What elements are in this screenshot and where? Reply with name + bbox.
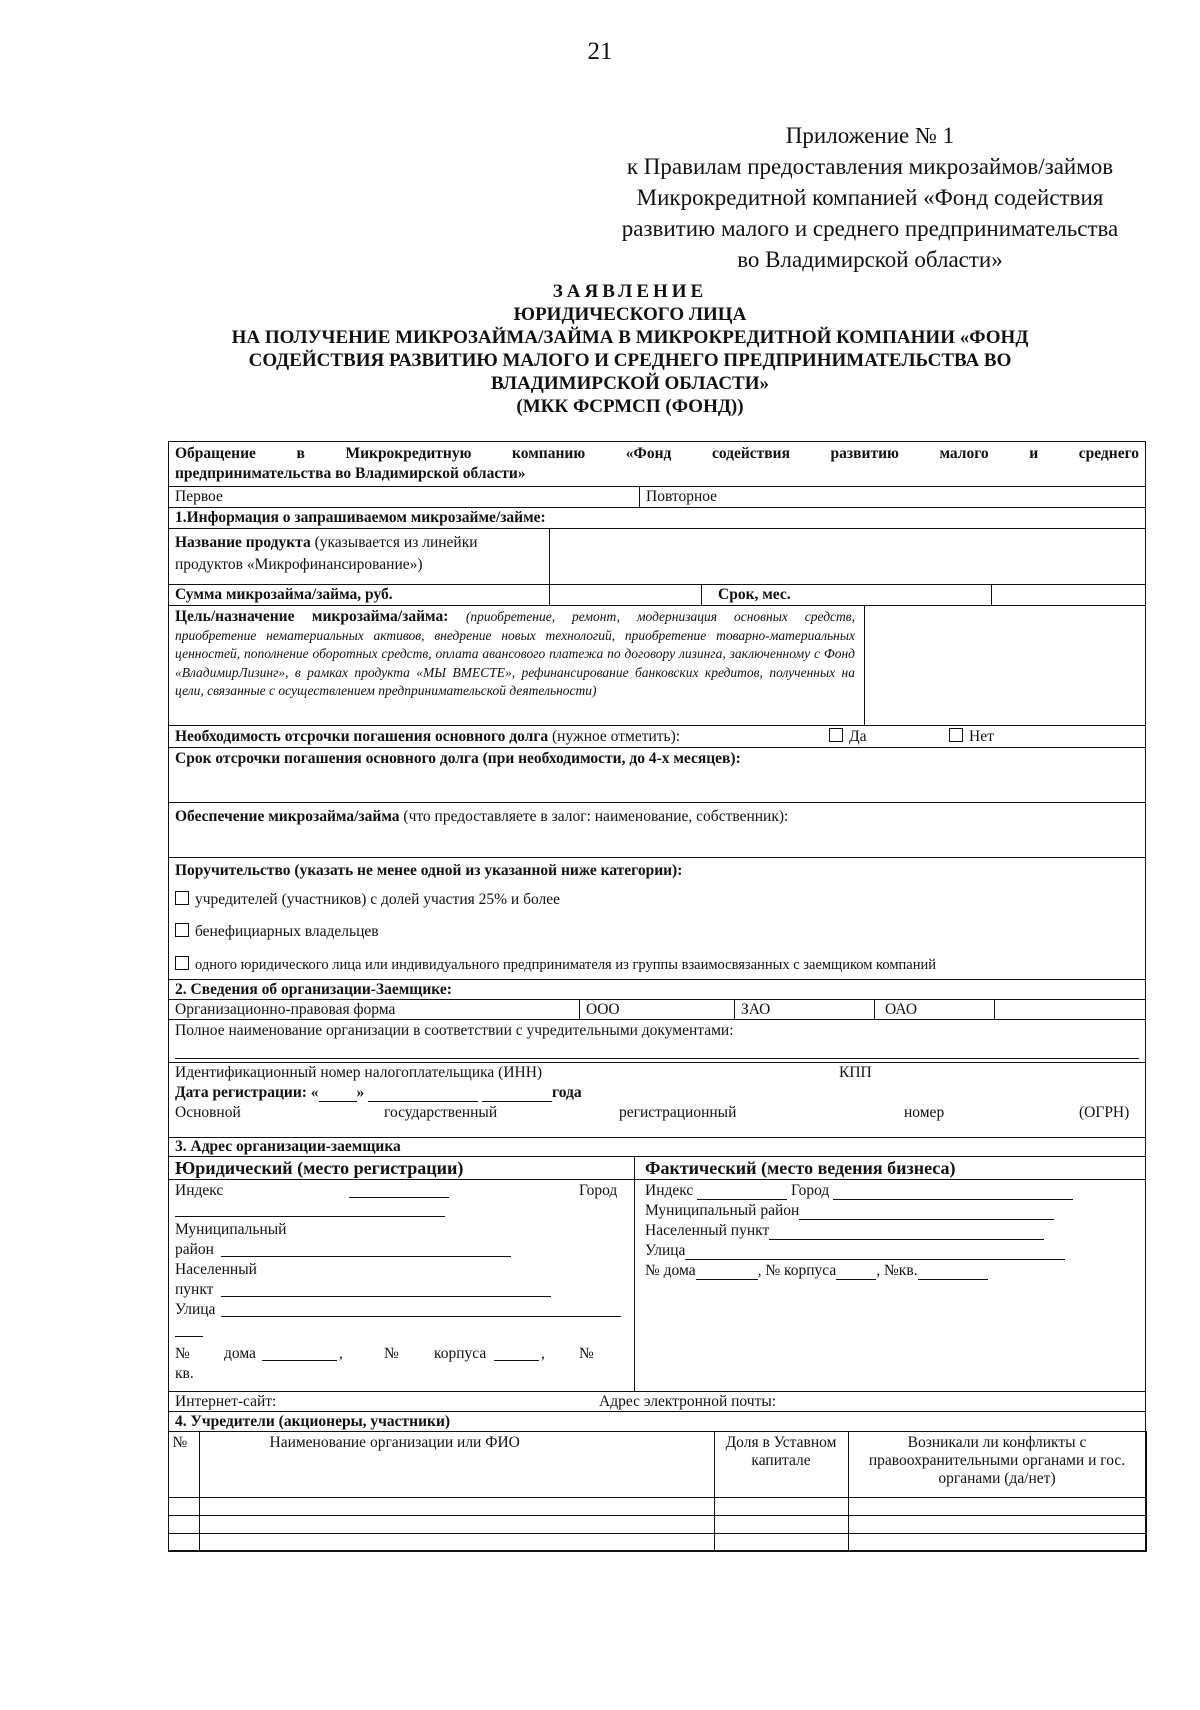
founders-table-wrap [169,1431,1145,1552]
sum-term-row [169,585,1145,606]
legal-municipal-label: Муниципальный [175,1221,287,1238]
actual-index-input[interactable] [697,1184,787,1200]
term-input[interactable] [991,585,1145,605]
appendix-line: Микрокредитной компанией «Фонд содействия [636,185,1104,210]
legal-index-label: Индекс [175,1182,224,1199]
legal-city-input[interactable] [175,1201,445,1217]
title-line: ЗАЯВЛЕНИЕ [552,281,708,302]
cell[interactable] [714,1533,848,1551]
legal-form-ooo[interactable] [579,1000,734,1019]
addresses-row [169,1157,1145,1392]
legal-form-oao[interactable] [874,1000,994,1019]
appeal-line-2: предпринимательства во Владимирской области» [175,465,526,482]
divider [635,1179,1145,1180]
legal-municipal-label-2: район [175,1241,214,1258]
full-name-row[interactable] [169,1020,1145,1063]
checkbox-icon[interactable] [175,923,189,937]
col-name-header: Наименование организации или ФИО [199,1431,714,1497]
website-label[interactable]: Интернет-сайт: [175,1393,277,1410]
deferral-yes[interactable] [829,728,866,746]
email-label[interactable]: Адрес электронной почты: [599,1393,777,1410]
actual-apt-input[interactable] [918,1264,988,1280]
application-form [168,441,1146,1551]
legal-settlement-input[interactable] [221,1281,551,1297]
actual-building-label: , № корпуса [757,1262,837,1279]
product-name-row [169,529,1145,585]
founders-table [168,1431,1147,1552]
section-3-title: 3. Адрес организации-заемщика [175,1138,401,1155]
actual-municipal-label: Муниципальный район [645,1202,800,1219]
guarantee-option-beneficiaries[interactable] [175,923,379,941]
appeal-row [169,442,1145,487]
page-number: 21 [587,38,613,65]
actual-address-block [634,1157,1145,1391]
legal-index-input[interactable] [349,1182,449,1198]
guarantee-option-group[interactable] [175,956,936,974]
checkbox-icon[interactable] [829,728,843,742]
product-name-label-2: продуктов «Микрофинансирование») [175,556,423,573]
sum-label: Сумма микрозайма/займа, руб. [175,586,393,603]
deferral-term-row[interactable] [169,748,1145,803]
product-name-label-rest: (указывается из линейки [310,534,478,551]
legal-house-label: дома [224,1345,256,1362]
legal-street-input[interactable] [221,1301,621,1317]
full-name-label: Полное наименование организации в соответствии с учредительными документами: [175,1022,734,1039]
actual-house-label: № дома [645,1262,696,1279]
kpp-label: КПП [839,1064,872,1081]
collateral-label [175,808,788,826]
cell[interactable] [848,1515,1146,1533]
title-line: СОДЕЙСТВИЯ РАЗВИТИЮ МАЛОГО И СРЕДНЕГО ПРЕДПРИНИМАТЕЛЬСТВА ВО [248,350,1012,371]
table-row[interactable] [168,1533,1146,1551]
table-row[interactable] [168,1515,1146,1533]
product-name-input[interactable] [549,529,1145,584]
purpose-description: (приобретение, ремонт, модернизация основных средств, приобретение нематериальных активов, внедрение новых технологий, приобретение товарно-материальных ценностей, пополнение оборотных средств, оплата авансового платежа по договору лизинга, заключенному с Фонд «ВладимирЛизинг», в рамках продукта «МЫ ВМЕСТЕ», рефинансирование банковских кредитов, полученных на цели, связанные с осуществлением предпринимательской деятельности) [175,609,856,698]
registration-row [169,1083,1145,1138]
actual-city-input[interactable] [833,1184,1073,1200]
registration-date[interactable] [175,1084,582,1102]
actual-settlement-input[interactable] [769,1224,1044,1240]
legal-settlement-label-2: пункт [175,1281,214,1298]
section-3-heading [169,1138,1145,1157]
title-line: ЮРИДИЧЕСКОГО ЛИЦА [513,304,747,325]
actual-street-row [645,1242,1065,1260]
guarantee-row [169,858,1145,980]
col-conflict-header: Возникали ли конфликты с правоохранительными органами и гос. органами (да/нет) [848,1431,1146,1497]
section-4-title: 4. Учредители (акционеры, участники) [175,1413,451,1430]
cell[interactable] [199,1515,714,1533]
sum-input[interactable] [549,585,701,605]
contacts-row [169,1392,1145,1412]
reg-month-input[interactable] [368,1086,478,1102]
deferral-row [169,726,1145,748]
legal-num-sign: № [175,1345,190,1362]
col-share-header: Доля в Уставном капитале [714,1431,848,1497]
actual-street-input[interactable] [685,1244,1065,1260]
guarantee-option-founders[interactable] [175,891,560,909]
table-row[interactable] [168,1497,1146,1515]
reg-date-label: Дата регистрации: « [175,1084,319,1101]
ogrn-word: Основной [175,1104,241,1121]
reg-day-input[interactable] [319,1086,357,1102]
legal-address-title: Юридический (место регистрации) [175,1158,464,1178]
section-1-title: 1.Информация о запрашиваемом микрозайме/займе: [175,509,546,526]
deferral-no[interactable] [949,728,994,746]
reg-date-year: года [552,1084,582,1101]
section-4-heading [169,1412,1145,1432]
deferral-label [175,728,680,746]
document-title [190,280,1070,418]
legal-num-sign: № [579,1345,594,1362]
legal-city-label: Город [579,1182,618,1199]
actual-settlement-row [645,1222,1044,1240]
cell[interactable] [848,1497,1146,1515]
deferral-yes-label: Да [849,728,867,745]
first-appeal-option[interactable]: Первое [175,488,223,505]
zao-label: ЗАО [741,1001,771,1018]
guarantee-option-label: бенефициарных владельцев [195,923,379,940]
legal-apt-label: кв. [175,1365,194,1382]
deferral-term-label: Срок отсрочки погашения основного долга (при необходимости, до 4-х месяцев): [175,750,741,767]
ooo-label: ООО [586,1001,620,1018]
checkbox-icon[interactable] [175,891,189,905]
cell[interactable] [199,1533,714,1551]
checkbox-icon[interactable] [175,956,189,970]
purpose-input[interactable] [864,606,1145,725]
deferral-label-rest: (нужное отметить): [548,728,681,745]
legal-form-label: Организационно-правовая форма [175,1001,396,1018]
purpose-text [175,608,855,701]
col-num-header: № [168,1431,199,1497]
cell[interactable] [168,1533,199,1551]
term-label: Срок, мес. [718,586,791,603]
founders-header-row [168,1431,1146,1497]
product-name-label-bold: Название продукта [175,534,311,551]
product-name-label [175,534,478,552]
deferral-label-bold: Необходимость отсрочки погашения основного долга [175,728,549,745]
guarantee-option-label: учредителей (участников) с долей участия 25% и более [195,891,560,908]
legal-address-block [169,1157,634,1391]
repeat-appeal-option: Повторное [646,488,718,505]
legal-street-label: Улица [175,1301,216,1318]
section-1-heading [169,508,1145,529]
actual-house-input[interactable] [696,1264,758,1280]
section-2-heading [169,980,1145,1000]
guarantee-option-label: одного юридического лица или индивидуального предпринимателя из группы взаимосвязанных с заемщиком компаний [195,957,936,973]
appendix-line: Приложение № 1 [785,123,955,148]
comma: , [541,1345,545,1362]
appeal-type-row [169,487,1145,508]
legal-municipal-input[interactable] [221,1241,511,1257]
divider [169,1179,634,1180]
ogrn-word: (ОГРН) [1079,1104,1130,1121]
legal-settlement-label: Населенный [175,1261,257,1278]
cell[interactable] [168,1497,199,1515]
inn-label: Идентификационный номер налогоплательщика (ИНН) [175,1064,543,1081]
legal-house-input[interactable] [262,1345,337,1361]
legal-street-input-2[interactable] [175,1321,203,1337]
actual-street-label: Улица [645,1242,686,1259]
actual-municipal-input[interactable] [799,1204,1054,1220]
deferral-no-label: Нет [969,728,994,745]
cell[interactable] [714,1497,848,1515]
actual-building-input[interactable] [836,1264,876,1280]
appendix-line: развитию малого и среднего предпринимательства [621,216,1119,241]
cell[interactable] [199,1497,714,1515]
actual-apt-label: , №кв. [876,1262,918,1279]
collateral-row[interactable] [169,803,1145,858]
appeal-line-1: Обращение в Микрокредитную компанию «Фонд содействия развитию малого и среднего [175,445,1139,462]
reg-year-input[interactable] [482,1086,552,1102]
actual-municipal-row [645,1202,1054,1220]
appendix-line: во Владимирской области» [737,247,1003,272]
cell[interactable] [848,1533,1146,1551]
collateral-label-bold: Обеспечение микрозайма/займа [175,808,400,825]
legal-form-row [169,1000,1145,1020]
actual-house-row [645,1262,988,1280]
term-label-cell [701,585,991,605]
reg-date-quote: » [356,1084,365,1101]
title-line: НА ПОЛУЧЕНИЕ МИКРОЗАЙМА/ЗАЙМА В МИКРОКРЕДИТНОЙ КОМПАНИИ «ФОНД [231,327,1029,348]
checkbox-icon[interactable] [949,728,963,742]
guarantee-title: Поручительство (указать не менее одной из указанной ниже категории): [175,862,683,879]
ogrn-word: номер [904,1104,945,1121]
actual-address-title: Фактический (место ведения бизнеса) [645,1158,956,1178]
appendix-header [590,120,1150,275]
collateral-label-rest: (что предоставляете в залог: наименование, собственник): [399,808,789,825]
comma: , [339,1345,343,1362]
legal-building-label: корпуса [434,1345,487,1362]
ogrn-word: государственный [384,1104,498,1121]
repeat-appeal-cell[interactable] [639,487,1145,507]
legal-building-input[interactable] [494,1345,539,1361]
actual-index-label: Индекс [645,1182,694,1199]
oao-label: ОАО [885,1001,918,1018]
actual-settlement-label: Населенный пункт [645,1222,770,1239]
actual-index-row [645,1182,1073,1200]
legal-num-sign: № [384,1345,399,1362]
appendix-line: к Правилам предоставления микрозаймов/займов [626,154,1114,179]
cell[interactable] [168,1515,199,1533]
full-name-line [175,1058,1139,1059]
legal-form-zao[interactable] [734,1000,874,1019]
actual-city-label: Город [791,1182,830,1199]
section-2-title: 2. Сведения об организации-Заемщике: [175,981,452,998]
title-line: (МКК ФСРМСП (ФОНД)) [516,396,744,417]
ogrn-word: регистрационный [619,1104,737,1121]
purpose-label: Цель/назначение микрозайма/займа: [175,608,449,625]
legal-form-other[interactable] [994,1000,1145,1019]
cell[interactable] [714,1515,848,1533]
title-line: ВЛАДИМИРСКОЙ ОБЛАСТИ» [490,373,770,394]
purpose-row [169,606,1145,726]
inn-row [169,1063,1145,1083]
